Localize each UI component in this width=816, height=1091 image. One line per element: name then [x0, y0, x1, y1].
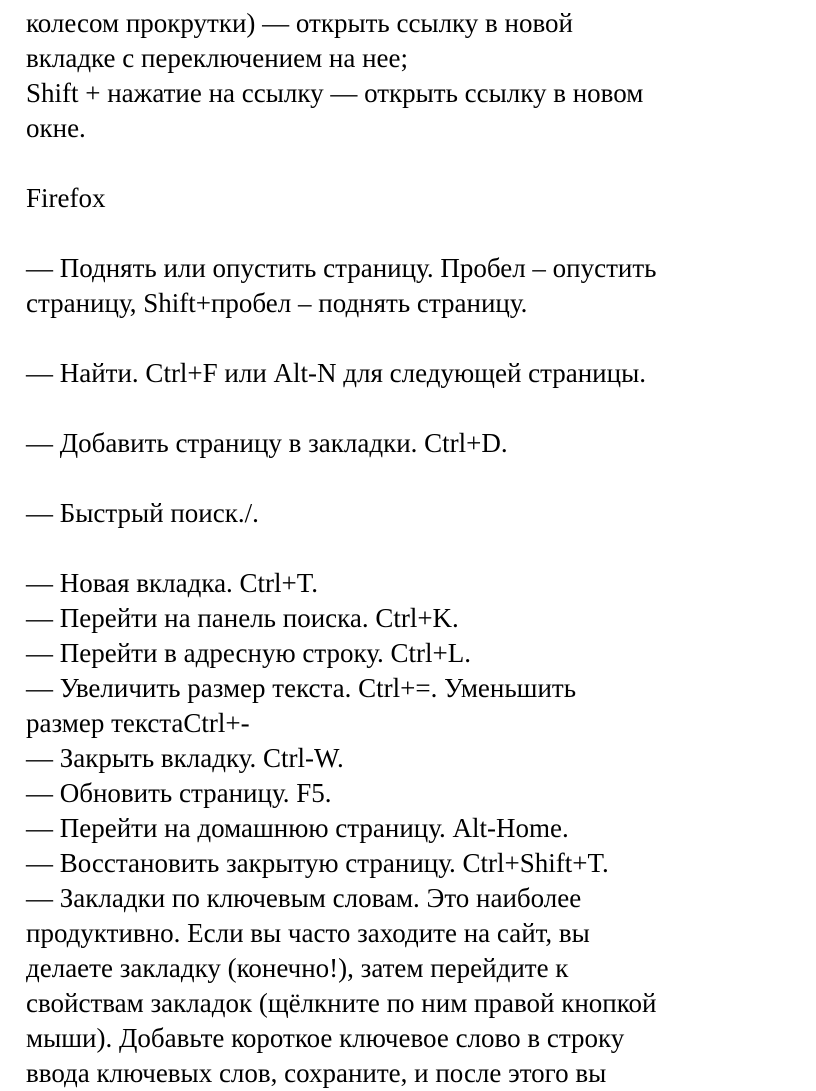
blank-line	[26, 321, 806, 356]
item-text-size-line-1: — Увеличить размер текста. Ctrl+=. Уменьшить	[26, 673, 577, 703]
blank-line	[26, 391, 806, 426]
item-keywords-line-6: ввода ключевых слов, сохраните, и после этого вы	[26, 1058, 607, 1088]
item-home: — Перейти на домашнюю страницу. Alt-Home.	[26, 813, 569, 843]
intro-line-2: вкладке с переключением на нее;	[26, 43, 409, 73]
item-refresh: — Обновить страницу. F5.	[26, 778, 332, 808]
section-title-firefox: Firefox	[26, 183, 106, 213]
document-page	[26, 6, 806, 1091]
item-text-size-line-2: размер текстаCtrl+-	[26, 708, 250, 738]
item-keywords-line-4: свойствам закладок (щёлкните по ним правой кнопкой	[26, 988, 657, 1018]
item-keywords-line-3: делаете закладку (конечно!), затем перейдите к	[26, 953, 569, 983]
item-bookmark: — Добавить страницу в закладки. Ctrl+D.	[26, 428, 508, 458]
intro-line-3: Shift + нажатие на ссылку — открыть ссылку в новом	[26, 78, 644, 108]
item-keywords-line-2: продуктивно. Если вы часто заходите на сайт, вы	[26, 918, 590, 948]
intro-line-4: окне.	[26, 113, 86, 143]
item-search-bar: — Перейти на панель поиска. Ctrl+K.	[26, 603, 459, 633]
item-keywords-line-5: мыши). Добавьте короткое ключевое слово в строку	[26, 1023, 625, 1053]
item-new-tab: — Новая вкладка. Ctrl+T.	[26, 568, 319, 598]
blank-line	[26, 216, 806, 251]
intro-line-1: колесом прокрутки) — открыть ссылку в новой	[26, 8, 573, 38]
blank-line	[26, 531, 806, 566]
blank-line	[26, 146, 806, 181]
item-scroll-line-1: — Поднять или опустить страницу. Пробел – опустить	[26, 253, 657, 283]
blank-line	[26, 461, 806, 496]
item-quick-search: — Быстрый поиск./.	[26, 498, 259, 528]
item-close-tab: — Закрыть вкладку. Ctrl-W.	[26, 743, 344, 773]
item-find: — Найти. Ctrl+F или Alt-N для следующей страницы.	[26, 358, 646, 388]
item-keywords-line-1: — Закладки по ключевым словам. Это наиболее	[26, 883, 582, 913]
item-scroll-line-2: страницу, Shift+пробел – поднять страницу.	[26, 288, 528, 318]
item-address-bar: — Перейти в адресную строку. Ctrl+L.	[26, 638, 472, 668]
item-restore-tab: — Восстановить закрытую страницу. Ctrl+Shift+T.	[26, 848, 609, 878]
